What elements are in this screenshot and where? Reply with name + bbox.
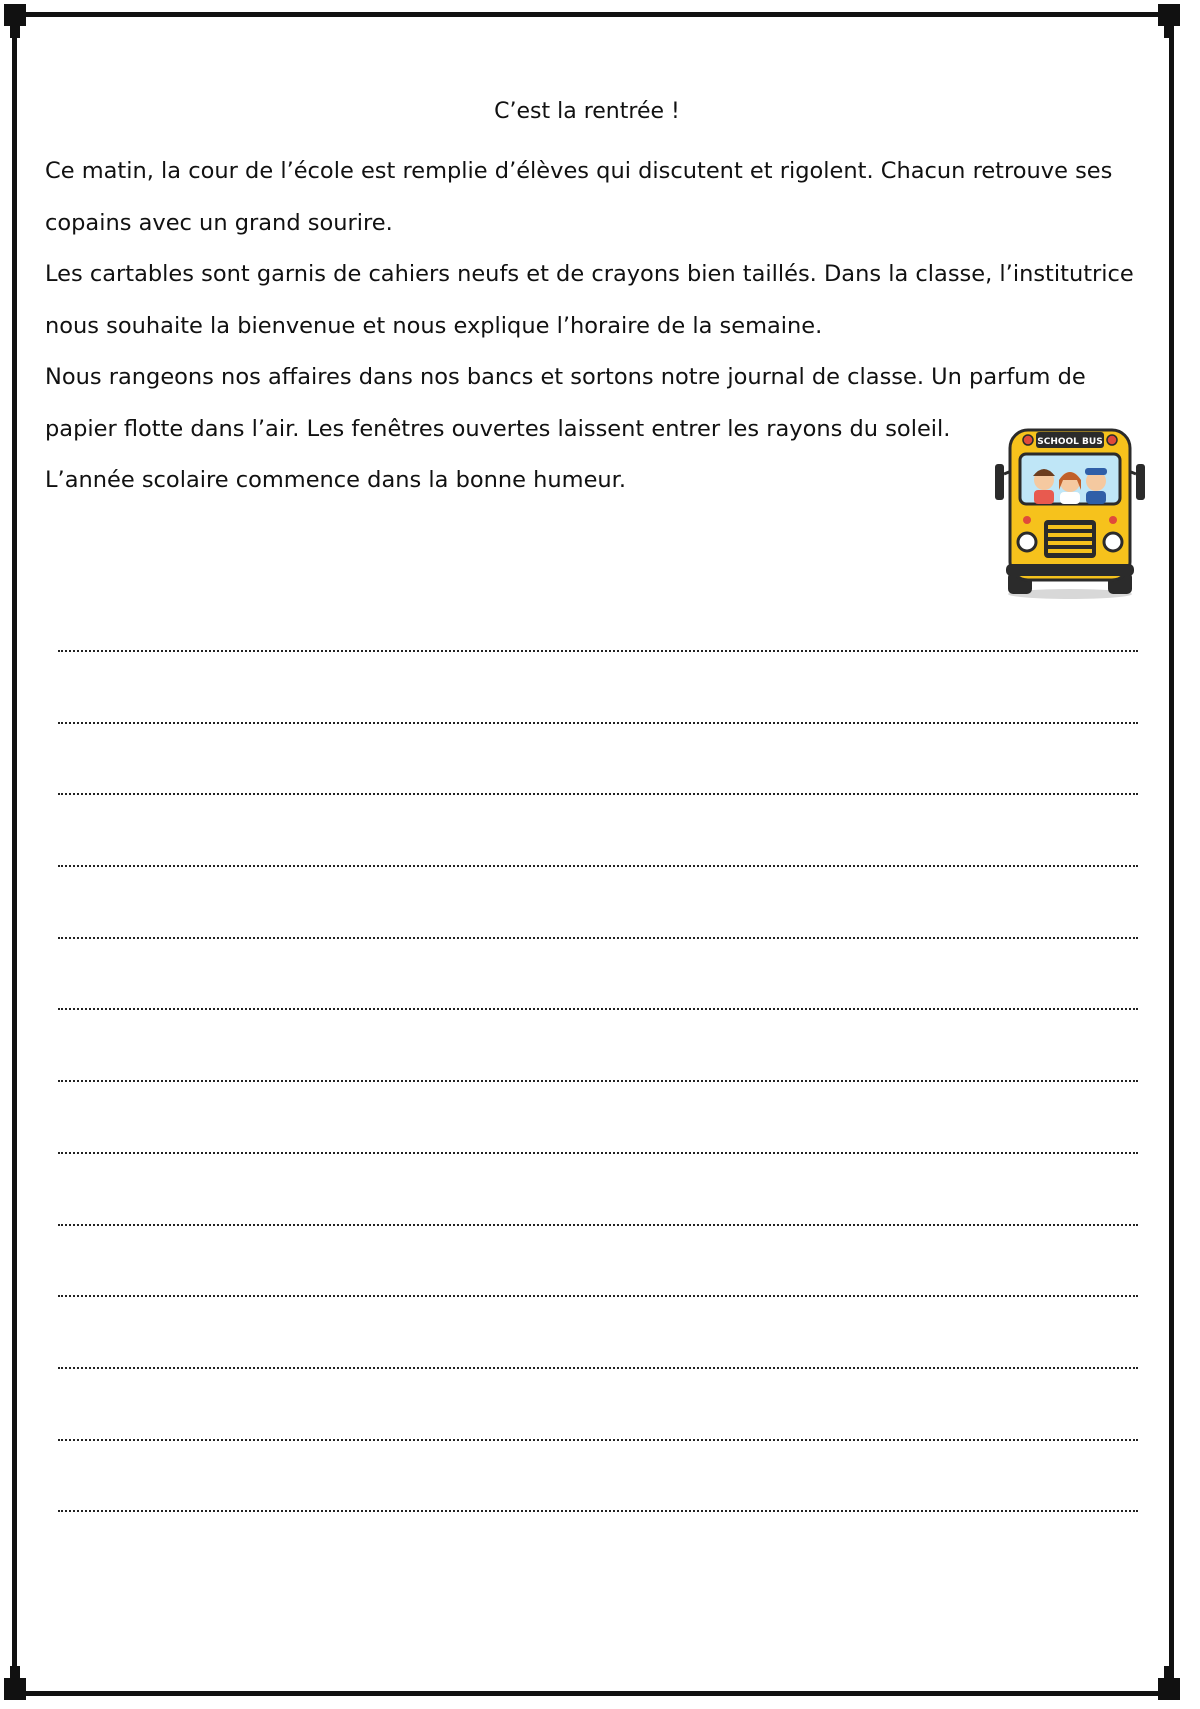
text-line: copains avec un grand sourire. (45, 209, 393, 236)
writing-line[interactable] (58, 935, 1138, 939)
text-line: Nous rangeons nos affaires dans nos bancs et sortons notre journal de classe. Un parfum de (45, 364, 1086, 390)
corner-ornament-top-left (4, 4, 26, 26)
corner-ornament-bottom-right (1158, 1678, 1180, 1700)
text-line: nous souhaite la bienvenue et nous explique l’horaire de la semaine. (45, 312, 823, 339)
writing-line[interactable] (58, 1222, 1138, 1226)
worksheet-title: C’est la rentrée ! (494, 99, 680, 124)
writing-line[interactable] (58, 1365, 1138, 1369)
writing-line[interactable] (58, 1078, 1138, 1082)
text-line: L’année scolaire commence dans la bonne humeur. (45, 467, 627, 493)
text-line: Les cartables sont garnis de cahiers neufs et de crayons bien taillés. Dans la classe, l’institutrice (45, 261, 1134, 287)
writing-line[interactable] (58, 648, 1138, 652)
writing-line[interactable] (58, 791, 1138, 795)
writing-line[interactable] (58, 1006, 1138, 1010)
text-line: Ce matin, la cour de l’école est remplie d’élèves qui discutent et rigolent. Chacun retrouve ses (45, 158, 1113, 184)
writing-lines (58, 648, 1138, 1580)
writing-line[interactable] (58, 1437, 1138, 1441)
text-line: papier flotte dans l’air. Les fenêtres ouvertes laissent entrer les rayons du soleil. (45, 415, 951, 442)
writing-line[interactable] (58, 1508, 1138, 1512)
corner-ornament-bottom-left (4, 1678, 26, 1700)
reading-text (45, 146, 1145, 507)
writing-line[interactable] (58, 1293, 1138, 1297)
writing-line[interactable] (58, 720, 1138, 724)
school-bus-icon (992, 424, 1148, 600)
writing-line[interactable] (58, 863, 1138, 867)
writing-line[interactable] (58, 1150, 1138, 1154)
bus-sign-text: SCHOOL BUS (1037, 437, 1103, 447)
corner-ornament-top-right (1158, 4, 1180, 26)
